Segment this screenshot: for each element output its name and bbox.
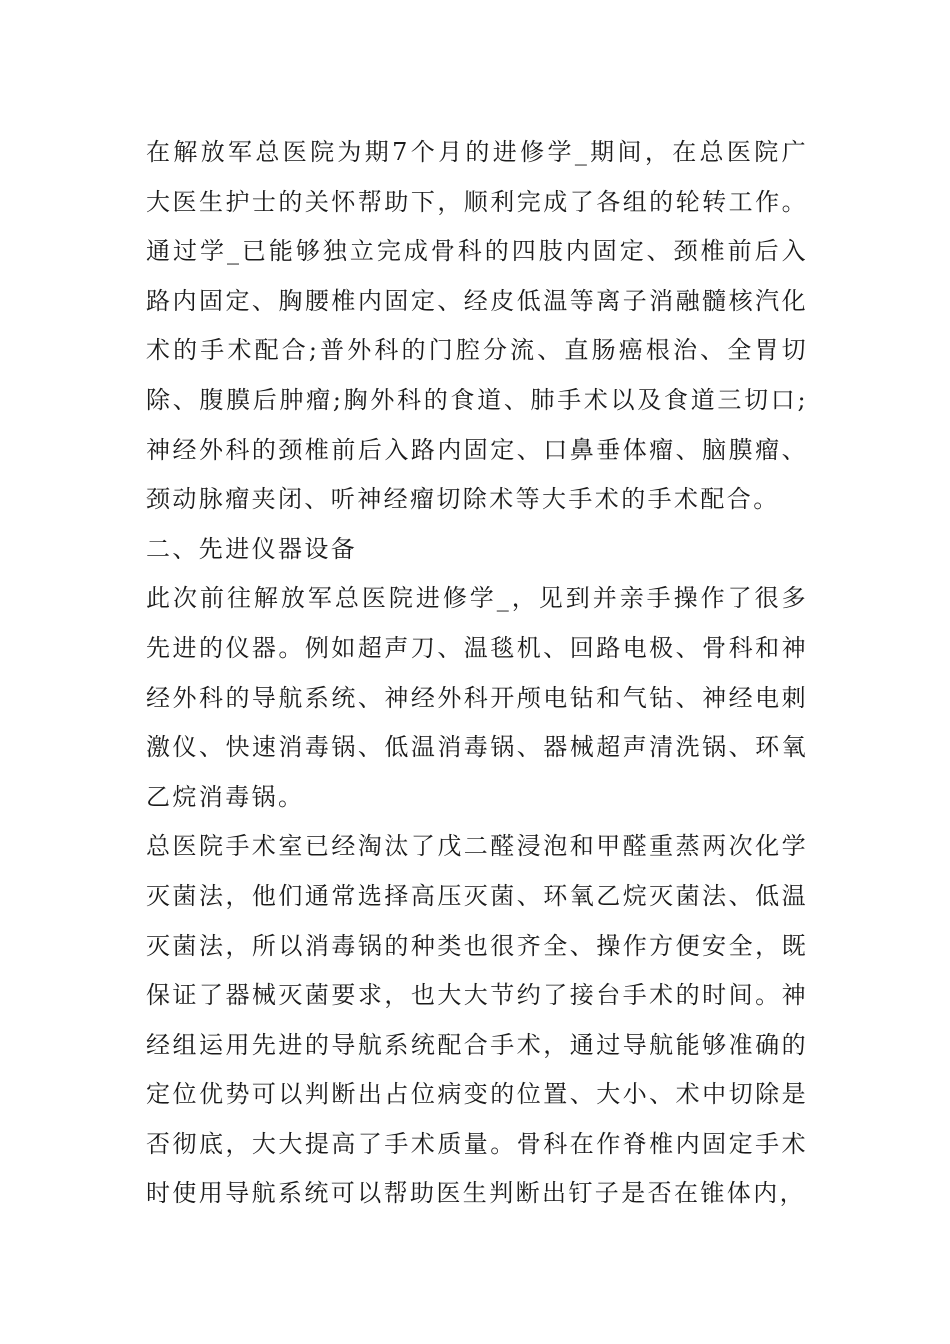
section-heading-advanced-equipment: 二、先进仪器设备 bbox=[146, 534, 358, 563]
paragraph-sterilization-navigation: 总医院手术室已经淘汰了戊二醛浸泡和甲醛重蒸两次化学灭菌法，他们通常选择高压灭菌、环氧乙烷灭菌法、低温灭菌法，所以消毒锅的种类也很齐全、操作方便安全，既保证了器械灭菌要求，也大大节约了接台手术的时间。神经组运用先进的导航系统配合手术，通过导航能够准确的定位优势可以判断出占位病变的位置、大小、术中切除是否彻底，大大提高了手术质量。骨科在作脊椎内固定手术时使用导航系统可以帮助医生判断出钉子是否在锥体内， bbox=[146, 832, 808, 1208]
document-body bbox=[146, 128, 808, 1219]
paragraph-training-summary: 在解放军总医院为期7个月的进修学_期间，在总医院广大医生护士的关怀帮助下，顺利完成了各组的轮转工作。通过学_已能够独立完成骨科的四肢内固定、颈椎前后入路内固定、胸腰椎内固定、经皮低温等离子消融髓核汽化术的手术配合;普外科的门腔分流、直肠癌根治、全胃切除、腹膜后肿瘤;胸外科的食道、肺手术以及食道三切口;神经外科的颈椎前后入路内固定、口鼻垂体瘤、脑膜瘤、颈动脉瘤夹闭、听神经瘤切除术等大手术的手术配合。 bbox=[146, 138, 808, 514]
paragraph-equipment-list: 此次前往解放军总医院进修学_，见到并亲手操作了很多先进的仪器。例如超声刀、温毯机、回路电极、骨科和神经外科的导航系统、神经外科开颅电钻和气钻、神经电刺激仪、快速消毒锅、低温消毒锅、器械超声清洗锅、环氧乙烷消毒锅。 bbox=[146, 584, 808, 811]
